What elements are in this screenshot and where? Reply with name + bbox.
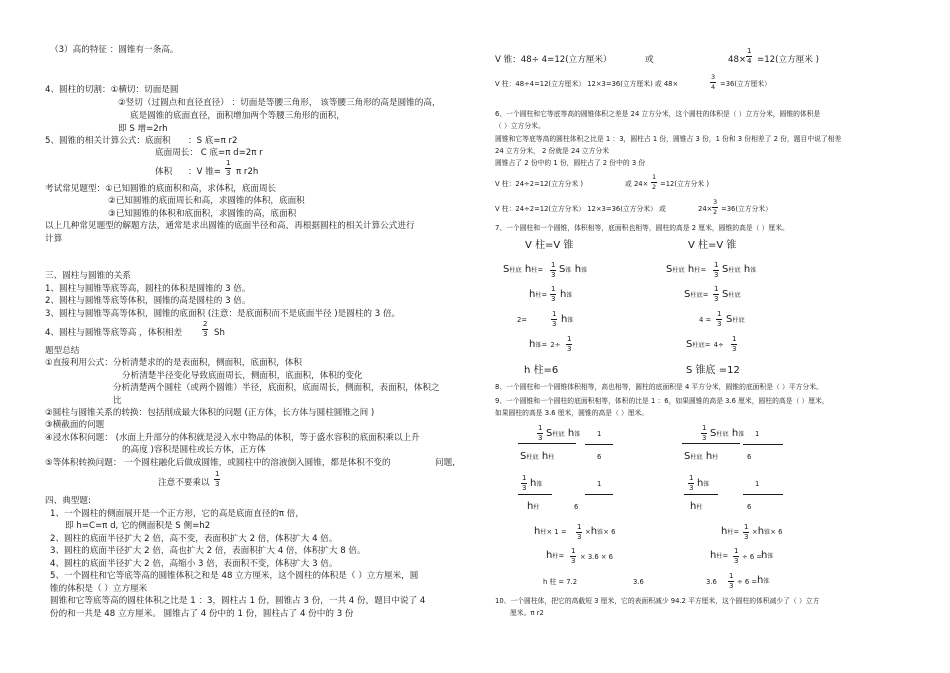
- subscript: 柱底: [509, 267, 522, 274]
- ratio-numerator: [710, 429, 744, 439]
- fraction-one-third: [550, 262, 556, 279]
- symbol-h: h: [560, 289, 567, 300]
- numerator: 1: [551, 261, 556, 269]
- text-line: ②已知圆锥的底面周长和高，求圆锥的体积，底面积: [108, 196, 305, 206]
- subscript: 柱底: [552, 431, 565, 438]
- text-line: ②竖切（过圆点和直径直径） ：切面是等腰三角形， 该等腰三角形的高是圆锥的高，: [118, 98, 441, 108]
- numerator: 1: [717, 310, 722, 318]
- text-line: 3、圆柱与圆锥等高等体积，圆锥的底面积 (注意：是底面积而不是底面半径 )是圆柱的 3 倍。: [45, 309, 401, 319]
- text-line: ：V 锥=: [188, 167, 221, 177]
- subscript: 柱: [552, 553, 559, 560]
- ratio-denominator: [690, 502, 703, 512]
- divide: ÷: [554, 341, 561, 349]
- numerator: 3: [711, 73, 716, 81]
- equals: =: [537, 266, 544, 274]
- text-line: 分析清楚半径变化导致底面周长，侧面积，底面积，体积的变化: [122, 371, 363, 381]
- equation-s-h-right: [559, 265, 587, 275]
- subscript: 锥: [738, 431, 745, 438]
- subscript: 柱: [712, 454, 719, 461]
- symbol-s: S: [666, 264, 673, 275]
- text-line: 问题,: [435, 458, 455, 468]
- symbol-s: S: [520, 451, 527, 462]
- text-line: 比: [113, 396, 122, 406]
- text-line: 以上几种常见题型的解题方法，通常是求出圆锥的底面半径和高，再根据圆柱的相关计算公式进行: [45, 221, 415, 231]
- numerator: 1: [729, 572, 734, 580]
- value: 2: [550, 341, 555, 349]
- ratio-value: 1: [755, 430, 760, 438]
- operator: ×: [585, 528, 591, 536]
- symbol-h: h: [546, 550, 553, 561]
- fraction-one-third: [701, 425, 707, 442]
- fraction-one-third: [566, 336, 572, 353]
- subscript: 柱底: [728, 267, 741, 274]
- fraction-one-third: [728, 573, 734, 590]
- denominator: 3: [522, 484, 527, 492]
- ratio-denominator: [684, 452, 718, 462]
- numerator: 1: [577, 523, 582, 531]
- fraction-one-third: [716, 311, 722, 328]
- text-line: 圆锥和它等底等高的圆柱体积之比是 1 ：3，圆柱占 1 份，圆锥占 3 份，一共 4 份，题目中说了 4: [50, 596, 426, 606]
- ratio-value: 1: [755, 480, 760, 488]
- equation-h-right: [752, 527, 782, 537]
- value: 3.6: [633, 578, 644, 586]
- equation-s-h: [666, 265, 706, 275]
- operator: × 3.6 × 6: [580, 553, 614, 561]
- numerator: 1: [571, 547, 576, 555]
- section-heading: 题型总结: [45, 346, 80, 356]
- ratio-value: 6: [597, 453, 602, 461]
- text-line: 2、圆柱与圆锥等底等体积，圆锥的高是圆柱的 3 倍。: [45, 296, 251, 306]
- ratio-numerator: [530, 479, 543, 489]
- operator: ×: [752, 528, 758, 536]
- symbol-h: h: [567, 428, 575, 439]
- text-line: 计算: [45, 234, 63, 244]
- section-heading: 四、典型题:: [45, 496, 91, 506]
- symbol-h: h: [561, 314, 568, 325]
- operator: × 1 =: [546, 528, 567, 536]
- text-line: ：S 底=π r2: [188, 136, 238, 146]
- numerator: 1: [226, 159, 231, 167]
- subscript: 锥: [767, 553, 774, 560]
- denominator: 3: [714, 271, 719, 279]
- numerator: 1: [734, 547, 739, 555]
- text-line: 底面周长： C 底=π d=2π r: [155, 148, 263, 158]
- section-heading: 三、圆柱与圆锥的关系: [45, 271, 131, 281]
- symbol-s: S: [503, 264, 510, 275]
- symbol-h: h: [534, 526, 541, 537]
- equation-s-h: [503, 265, 543, 275]
- numerator: 1: [652, 173, 657, 181]
- fraction-three-quarters: [710, 74, 716, 90]
- text-line: 如果圆柱的高是 3.6 厘米，圆锥的高是（ ）厘米。: [495, 409, 649, 417]
- subscript: 锥: [597, 529, 604, 536]
- subscript: 柱: [694, 267, 701, 274]
- text-line: 底是圆锥的底面直径，面积增加两个等腰三角形的面积，: [130, 111, 345, 121]
- denominator: 3: [551, 271, 556, 279]
- symbol-s: S: [546, 428, 553, 439]
- denominator: 2: [713, 207, 718, 216]
- text-line: 8、一个圆柱和一个圆锥体积相等，高也相等，圆柱的底面积是 4 平方分米，圆锥的底面积是（ ）平方分米。: [495, 383, 823, 391]
- equals: =: [733, 528, 740, 536]
- equation-volume-equal: V 柱=V 锥: [525, 240, 574, 251]
- text-line: V 柱：24÷2=12(立方分米） 12×3=36(立方分米） 或: [495, 205, 666, 213]
- ratio-value: 6: [574, 503, 579, 511]
- equals: =: [558, 552, 565, 560]
- equation-four: 4 =: [699, 316, 712, 324]
- text-line: π r2h: [236, 167, 259, 177]
- numerator: 1: [714, 285, 719, 293]
- numerator: 1: [744, 523, 749, 531]
- text-line: 分析清楚两个圆柱（或两个圆锥）半径，底面积，底面周长，侧面积，表面积，体积之: [113, 383, 440, 393]
- equation-h-right: [757, 576, 770, 586]
- denominator: 3: [729, 582, 734, 590]
- equation-h: [546, 551, 564, 561]
- subscript: 柱底: [728, 292, 741, 299]
- text-line: V 柱：24÷2=12(立方分米 ): [495, 180, 584, 188]
- symbol-h: h: [527, 501, 534, 512]
- numerator: 3: [713, 198, 718, 206]
- denominator: 3: [734, 557, 739, 565]
- equation-two: 2=: [517, 316, 528, 324]
- text-line: V 柱：48÷4=12(立方厘米） 12×3=36(立方厘米) 或 48×: [495, 80, 679, 88]
- equation-result: h 柱 = 7.2: [543, 578, 578, 586]
- numerator: 1: [689, 474, 694, 482]
- subscript: 锥: [574, 431, 581, 438]
- text-line: 注意不要乘以: [158, 478, 210, 488]
- value: 4: [713, 341, 718, 349]
- subscript: 柱底: [732, 317, 745, 324]
- fraction-one-half: [651, 174, 657, 190]
- text-line: 2、圆柱的底面半径扩大 2 倍，高不变，表面积扩大 2 倍，体积扩大 4 倍。: [50, 534, 338, 544]
- equation-result: h 柱=6: [524, 365, 559, 376]
- fraction-one-third: [570, 548, 576, 565]
- numerator: 1: [702, 424, 707, 432]
- divide: ÷: [717, 341, 724, 349]
- denominator: 3: [689, 484, 694, 492]
- text-line: 4、圆柱与圆锥等底等高 ，体积相差: [45, 328, 183, 338]
- symbol-s: S: [722, 264, 729, 275]
- equation-h: [534, 527, 567, 537]
- ratio-value: 6: [747, 453, 752, 461]
- ratio-denominator: [520, 452, 554, 462]
- subscript: 柱: [531, 267, 538, 274]
- text-line: （ ）立方分米。: [495, 122, 545, 130]
- fraction-three-halves: [712, 199, 718, 215]
- text-line: 或: [645, 55, 654, 65]
- numerator: 1: [538, 424, 543, 432]
- text-line: 厘米。π r2: [510, 609, 544, 617]
- text-line: 的高度 )容积是圆柱或长方体，正方体: [122, 445, 266, 455]
- text-line: ④浸水体积问题： (水面上升部分的体积就是浸入水中物品的体积，等于盛水容积的底面积乘以上升: [45, 433, 420, 443]
- equals: =: [541, 291, 548, 299]
- ratio-numerator: [546, 429, 580, 439]
- text-line: 即 S 增=2rh: [118, 124, 168, 134]
- subscript: 柱底: [526, 454, 539, 461]
- text-line: 考试常见题型：①已知圆锥的底面积和高，求体积，底面周长: [45, 184, 277, 194]
- text-line: 4、圆柱的底面半径扩大 2 倍，高缩小 3 倍，表面积不变，体积扩大 3 倍。: [50, 559, 338, 569]
- fraction-one-third: [731, 336, 737, 353]
- text-line: 圆锥和它等底等高的圆柱体积之比是 1 ：3，圆柱占 1 份，圆锥占 3 份，1 份和 3 份相差了 2 份，题目中说了相差: [495, 135, 842, 143]
- equation-h-zhui: [560, 290, 573, 300]
- numerator: 1: [551, 285, 556, 293]
- fraction-one-third: [743, 524, 749, 541]
- equation-volume-equal: V 柱=V 锥: [688, 240, 737, 251]
- text-line: 体积: [155, 167, 173, 177]
- fraction-one-third: [537, 425, 543, 442]
- equals: =: [722, 552, 729, 560]
- numerator: 1: [567, 335, 572, 343]
- subscript: 柱: [540, 529, 547, 536]
- text-line: 1、圆柱与圆锥等底等高，圆柱的体积是圆锥的 3 倍。: [45, 284, 251, 294]
- subscript: 柱: [727, 529, 734, 536]
- text-line: ③已知圆锥的体积和底面积，求圆锥的高，底面积: [108, 209, 297, 219]
- symbol-s: S: [684, 451, 691, 462]
- text-line: （3）高的特征 ：圆锥有一条高。: [50, 45, 179, 55]
- operator: × 6: [603, 528, 616, 536]
- subscript: 柱: [548, 454, 555, 461]
- subscript: 锥: [750, 267, 757, 274]
- fraction-one-third: [225, 160, 231, 177]
- symbol-h: h: [705, 451, 713, 462]
- fraction-one-third: [576, 524, 582, 541]
- equals: =: [704, 341, 711, 349]
- subscript: 柱底: [690, 454, 703, 461]
- equation-s-zhu: [684, 290, 708, 300]
- fraction-one-third: [214, 471, 220, 488]
- denominator: 3: [714, 295, 719, 303]
- symbol-s: S: [710, 428, 717, 439]
- text-line: Sh: [214, 328, 225, 338]
- symbol-s: S: [684, 289, 691, 300]
- symbol-h: h: [697, 478, 704, 489]
- denominator: 4: [711, 82, 716, 91]
- equation-s-div: [686, 340, 724, 350]
- subscript: 柱底: [690, 292, 703, 299]
- denominator: 3: [577, 533, 582, 541]
- text-line: 即 h=C=π d, 它的侧面积是 S 侧=h2: [65, 521, 211, 531]
- subscript: 锥: [581, 267, 588, 274]
- text-line: ⑤等体积转换问题： 一个圆柱融化后做成圆锥，或圆柱中的溶液倒入圆锥，都是体积不变的: [45, 458, 391, 468]
- subscript: 柱: [716, 553, 723, 560]
- numerator: 1: [747, 47, 752, 55]
- text-line: 10、一个圆柱体，把它的高截短 3 厘米，它的表面积减少 94.2 平方厘米，这个圆柱的体积减少了（ ）立方: [495, 597, 820, 605]
- text-line: 5、一个圆柱和它等底等高的圆锥体积之和是 48 立方厘米，这个圆柱的体积是（ ）立方厘米，圆: [50, 571, 419, 581]
- text-line: =12(立方分米 ): [660, 180, 709, 188]
- text-line: 4、圆柱的切割：①横切：切面是圆: [45, 85, 179, 95]
- equals: =: [541, 341, 548, 349]
- text-line: ③横截面的问题: [45, 420, 105, 430]
- symbol-h: h: [529, 339, 536, 350]
- text-line: 24×: [698, 205, 713, 213]
- text-line: V 锥：48÷ 4=12(立方厘米）: [495, 55, 612, 65]
- denominator: 3: [226, 169, 231, 177]
- text-line: 7、一个圆柱和一个圆锥，体积相等，底面积也相等，圆柱的高是 2 厘米，圆锥的高是（ ）厘米。: [495, 224, 789, 232]
- denominator: 3: [702, 434, 707, 442]
- subscript: 锥: [536, 481, 543, 488]
- subscript: 柱: [535, 292, 542, 299]
- text-line: ①直接利用公式：分析清楚求的的是表面积，侧面积，底面积，体积: [45, 358, 302, 368]
- symbol-s: S: [722, 289, 729, 300]
- equation-result: S 锥底 =12: [686, 365, 740, 376]
- symbol-h: h: [710, 550, 717, 561]
- text-line: 锥的体积是（ ）立方厘米: [50, 584, 148, 594]
- fraction-one-third: [688, 475, 694, 492]
- fraction-one-third: [551, 311, 557, 328]
- equation-h-zhui: [561, 315, 574, 325]
- text-line: 6、一个圆柱和它等底等高的圆锥体积之差是 24 立方分米，这个圆柱的体积是（ ）立方分米，圆锥的体积是: [495, 110, 821, 118]
- symbol-s: S: [559, 264, 566, 275]
- fraction-two-thirds: [202, 321, 208, 338]
- denominator: 3: [538, 434, 543, 442]
- fraction-one-third: [713, 286, 719, 303]
- symbol-h: h: [743, 264, 751, 275]
- numerator: 1: [732, 335, 737, 343]
- numerator: 1: [522, 474, 527, 482]
- symbol-h: h: [524, 264, 532, 275]
- equation-h-right: [761, 551, 774, 561]
- symbol-s: S: [726, 314, 733, 325]
- subscript: 锥: [764, 529, 771, 536]
- subscript: 锥: [567, 317, 574, 324]
- subscript: 锥: [566, 292, 573, 299]
- text-line: 3、圆柱的底面半径扩大 2 倍，高也扩大 2 倍，表面积扩大 4 倍，体积扩大 8 倍。: [50, 546, 366, 556]
- text-line: 份的和一共是 48 立方厘米。 圆锥占了 4 份中的 1 份，圆柱占了 4 份中的 3 份: [50, 609, 354, 619]
- equation-h-zhu: [529, 290, 547, 300]
- equation-h: [710, 551, 728, 561]
- ratio-value: 6: [747, 503, 752, 511]
- ratio-numerator: [697, 479, 710, 489]
- ratio-value: 1: [597, 430, 602, 438]
- symbol-h: h: [690, 501, 697, 512]
- subscript: 柱底: [716, 431, 729, 438]
- fraction-one-third: [521, 475, 527, 492]
- text-line: ②圆柱与圆锥关系的转换：包括削成最大体积的问题 (正方体，长方体与圆柱圆锥之间 ): [45, 408, 375, 418]
- subscript: 锥: [535, 342, 542, 349]
- symbol-h: h: [757, 526, 765, 537]
- symbol-h: h: [757, 575, 764, 586]
- subscript: 锥: [763, 578, 770, 585]
- numerator: 2: [203, 320, 208, 328]
- operator: × 6: [770, 528, 783, 536]
- ratio-value: 1: [597, 480, 602, 488]
- denominator: 3: [567, 345, 572, 353]
- denominator: 3: [571, 557, 576, 565]
- subscript: 柱: [533, 504, 540, 511]
- equation-h-right: [585, 527, 615, 537]
- equals: =: [700, 266, 707, 274]
- denominator: 3: [215, 480, 220, 488]
- subscript: 柱: [696, 504, 703, 511]
- symbol-h: h: [687, 264, 695, 275]
- subscript: 锥: [703, 481, 710, 488]
- symbol-h: h: [530, 478, 537, 489]
- equation-h: [721, 527, 739, 537]
- text-line: =12(立方厘米 ): [757, 55, 819, 65]
- denominator: 3: [732, 345, 737, 353]
- symbol-h: h: [721, 526, 728, 537]
- text-line: 48×: [728, 55, 747, 65]
- equation-s-h-right: [722, 265, 756, 275]
- denominator: 3: [552, 320, 557, 328]
- equation-h-zhui-div: [529, 340, 560, 350]
- denominator: 3: [744, 533, 749, 541]
- symbol-h: h: [590, 526, 598, 537]
- text-line: =36(立方厘米）: [720, 80, 771, 88]
- value: 3.6: [706, 578, 717, 586]
- equation-s-zhui: [726, 315, 745, 325]
- subscript: 锥: [565, 267, 572, 274]
- fraction-one-third: [550, 286, 556, 303]
- symbol-h: h: [529, 289, 536, 300]
- symbol-h: h: [761, 550, 768, 561]
- ratio-denominator: [527, 502, 540, 512]
- text-line: 5、圆锥的相关计算公式：底面积: [45, 136, 171, 146]
- fraction-one-third: [713, 262, 719, 279]
- numerator: 1: [714, 261, 719, 269]
- denominator: 3: [203, 330, 208, 338]
- numerator: 1: [552, 310, 557, 318]
- symbol-h: h: [541, 451, 549, 462]
- denominator: 3: [717, 320, 722, 328]
- symbol-h: h: [731, 428, 739, 439]
- equation-s-zhui: [722, 290, 741, 300]
- fraction-one-quarter: [746, 48, 752, 65]
- text-line: 24 立方分米， 2 份就是 24 立方分米: [495, 147, 609, 155]
- fraction-one-third: [733, 548, 739, 565]
- operator: ÷ 6 =: [742, 553, 763, 561]
- text-line: =36(立方分米）: [721, 205, 772, 213]
- symbol-h: h: [574, 264, 582, 275]
- operator: ÷ 6 =: [737, 578, 758, 586]
- denominator: 3: [551, 295, 556, 303]
- text-line: 圆锥占了 2 份中的 1 份，圆柱占了 2 份中的 3 份: [495, 159, 646, 167]
- subscript: 柱底: [692, 342, 705, 349]
- text-line: 9、一个圆锥和一个圆柱的底面积相等，体积的比是 1 ：6，如果圆锥的高是 3.6 厘米，圆柱的高是（ ）厘米，: [495, 397, 829, 405]
- denominator: 4: [747, 57, 752, 65]
- symbol-s: S: [686, 339, 693, 350]
- numerator: 1: [215, 470, 220, 478]
- equals: =: [702, 291, 709, 299]
- text-line: 或 24×: [625, 180, 649, 188]
- text-line: 1、一个圆柱的侧面展开是一个正方形，它的高是底面直径的π 倍，: [50, 509, 304, 519]
- subscript: 柱底: [672, 267, 685, 274]
- denominator: 2: [652, 182, 657, 191]
